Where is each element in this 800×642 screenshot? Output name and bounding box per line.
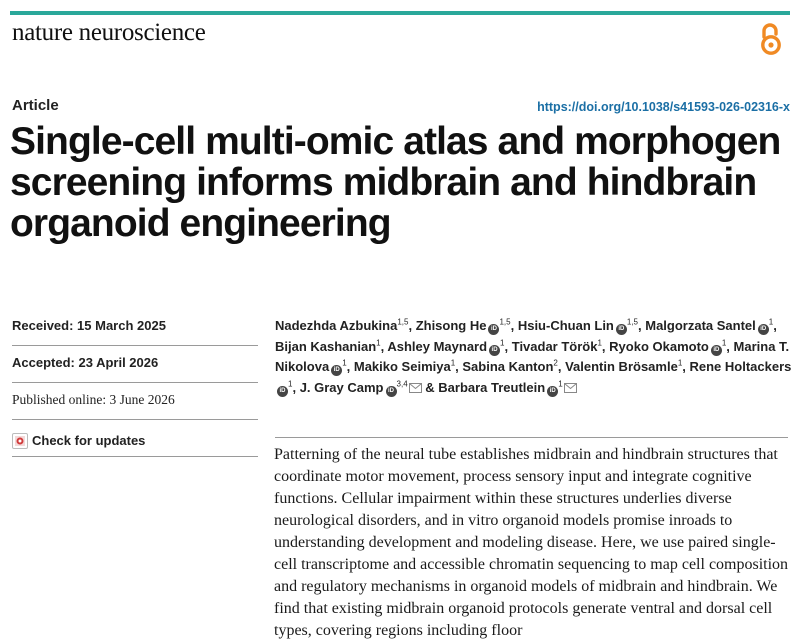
author-affiliation: 1 <box>768 317 774 327</box>
author-affiliation: 1 <box>288 379 293 389</box>
author-name[interactable]: Bijan Kashanian <box>275 338 377 354</box>
author-name[interactable]: Sabina Kanton <box>462 359 554 374</box>
orcid-icon[interactable]: iD <box>277 386 288 397</box>
published-date: Published online: 3 June 2026 <box>12 389 258 420</box>
author-affiliation: 1,5 <box>499 317 511 327</box>
author-name[interactable]: Valentin Brösamle <box>565 359 678 374</box>
author-affiliation: 1 <box>677 358 683 368</box>
check-for-updates-button[interactable] <box>12 426 258 457</box>
author-affiliation: 1 <box>450 358 456 368</box>
author-affiliation: 1 <box>721 338 727 348</box>
author-name[interactable]: Ashley Maynard <box>387 338 488 354</box>
author-affiliation: 3,4 <box>396 379 408 389</box>
orcid-icon[interactable]: iD <box>547 386 558 397</box>
author-affiliation: 1,5 <box>626 317 638 327</box>
check-for-updates-icon <box>12 433 28 449</box>
orcid-icon[interactable]: iD <box>489 345 500 356</box>
article-type: Article <box>12 97 59 114</box>
received-date: Received: 15 March 2025 <box>12 315 258 346</box>
orcid-icon[interactable]: iD <box>758 324 769 335</box>
orcid-icon[interactable]: iD <box>711 345 722 356</box>
doi-link[interactable]: https://doi.org/10.1038/s41593-026-02316-x <box>537 100 790 114</box>
author-list: Nadezhda Azbukina$^{1,5}$, Zhisong He iD$^{1,5}$, Hsiu-Chuan Lin iD$^{1,5}$, Malgorzata Santel $iD^1$, Bijan Kashanian$^1$, Ashley Maynard $iD^1$, Tivadar Török$^1$, Ryoko Okamoto $iD^1$, Marina T. Nikolova $iD^1$, Makiko Seimiya$^1$, Sabina Kanton$^2$, Valentin Brösamle$^1$, Rene HoltackersiD$^1$, J. Gray Camp iD$^{3,4}$ & Barbara Treutlein $iD^1$ <box>275 317 792 395</box>
author-affiliation: 1 <box>597 338 602 348</box>
check-for-updates-label: Check for updates <box>32 433 146 448</box>
abstract-text: Patterning of the neural tube establishes midbrain and hindbrain structures that coordinate motor movement, process sensory input and integrate cognitive functions. Cellular impairment within these structures underlies diverse neurological disorders, and in vitro organoid models promise inroads to understanding development and modeling disease. Here, we use paired single-cell transcriptome and accessible chromatin sequencing to map cell composition and regulatory mechanisms in organoid models of midbrain and hindbrain. We find that existing midbrain organoid protocols generate ventral and dorsal cell types, covering regions including floor <box>274 446 789 639</box>
author-affiliation: 1 <box>342 358 347 368</box>
author-name[interactable]: Malgorzata Santel <box>645 318 756 333</box>
author-name[interactable]: Rene Holtackers <box>689 359 792 374</box>
author-affiliation: 1,5 <box>397 317 409 327</box>
article-dates <box>12 315 258 457</box>
author-name[interactable]: Marina T. Nikolova <box>275 338 790 374</box>
author-name[interactable]: Barbara Treutlein <box>438 379 546 395</box>
orcid-icon[interactable]: iD <box>488 324 499 335</box>
accepted-date: Accepted: 23 April 2026 <box>12 352 258 383</box>
author-name[interactable]: Hsiu-Chuan Lin <box>517 318 614 333</box>
mail-icon[interactable] <box>564 383 577 393</box>
mail-icon[interactable] <box>409 383 422 393</box>
author-affiliation: 1 <box>500 338 505 348</box>
journal-name[interactable]: nature neuroscience <box>12 19 206 46</box>
author-affiliation: 1 <box>558 379 563 389</box>
author-name[interactable]: Makiko Seimiya <box>353 359 451 374</box>
journal-accent-bar <box>10 11 790 15</box>
author-name[interactable]: J. Gray Camp <box>299 379 384 395</box>
orcid-icon[interactable]: iD <box>331 365 342 376</box>
author-affiliation: 1 <box>376 338 381 348</box>
open-access-icon <box>758 20 784 61</box>
author-name[interactable]: Zhisong He <box>415 318 487 333</box>
orcid-icon[interactable]: iD <box>616 324 627 335</box>
abstract-divider <box>275 437 788 438</box>
author-name[interactable]: Tivadar Török <box>511 338 598 354</box>
author-name[interactable]: Nadezhda Azbukina <box>275 318 398 333</box>
author-affiliation: 2 <box>553 358 558 368</box>
orcid-icon[interactable]: iD <box>386 386 397 397</box>
author-name[interactable]: Ryoko Okamoto <box>609 338 709 354</box>
article-title: Single-cell multi-omic atlas and morphogen screening informs midbrain and hindbrain organoid engineering <box>10 120 781 245</box>
